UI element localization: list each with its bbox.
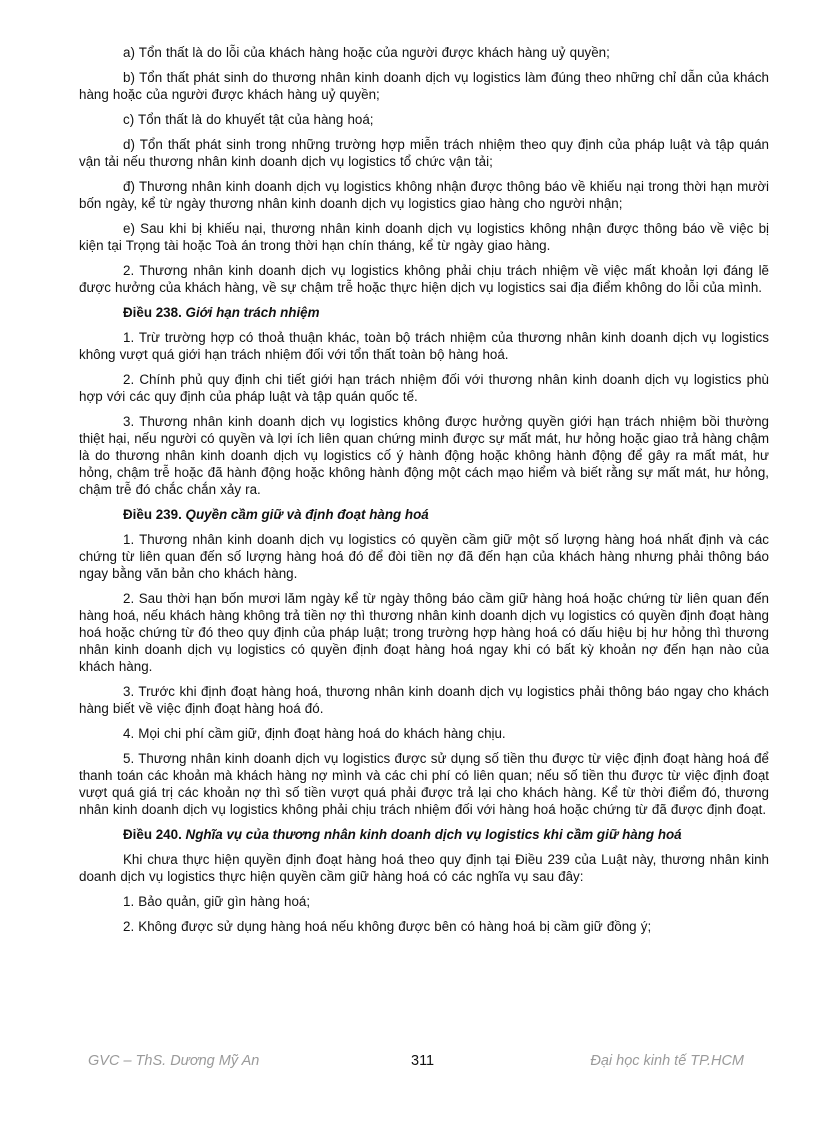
article-238-title: Giới hạn trách nhiệm [185,305,320,320]
article-239-paragraph-5: 5. Thương nhân kinh doanh dịch vụ logistics được sử dụng số tiền thu được từ việc định đoạt hàng hoá để thanh toán các khoản mà khách hàng nợ mình và các chi phí có liên quan; nếu số tiền thu được từ việc định đoạt vượt quá giá trị các khoản nợ thì số tiền vượt quá phải được trả lại cho khách hàng. Kể từ thời điểm đó, thương nhân kinh doanh dịch vụ logistics không phải chịu trách nhiệm đối với hàng hoá hoặc chứng từ đã được định đoạt. [79,751,769,817]
clause-d: d) Tổn thất phát sinh trong những trường hợp miễn trách nhiệm theo quy định của pháp luật và tập quán vận tải nếu thương nhân kinh doanh dịch vụ logistics tổ chức vận tải; [79,137,769,169]
document-body [79,44,769,943]
clause-b: b) Tổn thất phát sinh do thương nhân kinh doanh dịch vụ logistics làm đúng theo những chỉ dẫn của khách hàng hoặc của người được khách hàng uỷ quyền; [79,70,769,102]
article-240-title: Nghĩa vụ của thương nhân kinh doanh dịch vụ logistics khi cầm giữ hàng hoá [185,827,682,842]
article-239-title: Quyền cầm giữ và định đoạt hàng hoá [185,507,429,522]
article-240-heading [79,826,769,843]
article-240-number: Điều 240. [123,827,182,842]
page-footer [80,1053,744,1075]
page-number: 311 [411,1053,435,1069]
article-239-paragraph-4: 4. Mọi chi phí cầm giữ, định đoạt hàng hoá do khách hàng chịu. [123,726,506,741]
article-238-paragraph-3: 3. Thương nhân kinh doanh dịch vụ logistics không được hưởng quyền giới hạn trách nhiệm bồi thường thiệt hại, nếu người có quyền và lợi ích liên quan chứng minh được sự mất mát, hư hỏng hoặc giao trả hàng chậm là do thương nhân kinh doanh dịch vụ logistics cố ý hành động hoặc không hành động để gây ra mất mát, hư hỏng, chậm trễ hoặc đã hành động hoặc không hành động một cách mạo hiểm và biết rằng sự mất mát, hư hỏng, chậm trễ đó chắc chắn xảy ra. [79,414,769,497]
article-239-number: Điều 239. [123,507,182,522]
article-240-item-1: 1. Bảo quản, giữ gìn hàng hoá; [123,894,311,909]
article-239-paragraph-1: 1. Thương nhân kinh doanh dịch vụ logistics có quyền cầm giữ một số lượng hàng hoá nhất định và các chứng từ liên quan đến số lượng hàng hoá đó để đòi tiền nợ đã đến hạn của khách hàng nhưng phải thông báo ngay bằng văn bản cho khách hàng. [79,532,769,581]
article-240-item-2: 2. Không được sử dụng hàng hoá nếu không được bên có hàng hoá bị cầm giữ đồng ý; [123,919,652,934]
article-239-heading [79,506,769,523]
footer-author: GVC – ThS. Dương Mỹ An [88,1053,260,1069]
clause-a: a) Tổn thất là do lỗi của khách hàng hoặc của người được khách hàng uỷ quyền; [123,45,610,60]
article-239-paragraph-2: 2. Sau thời hạn bốn mươi lăm ngày kể từ ngày thông báo cầm giữ hàng hoá hoặc chứng từ liên quan đến hàng hoá, nếu khách hàng không trả tiền nợ thì thương nhân kinh doanh dịch vụ logistics có quyền định đoạt hàng hoá hoặc chứng từ đó theo quy định của pháp luật; trong trường hợp hàng hoá có dấu hiệu bị hư hỏng thì thương nhân kinh doanh dịch vụ logistics có quyền định đoạt hàng hoá ngay khi có bất kỳ khoản nợ đến hạn nào của khách hàng. [79,591,769,674]
article-238-paragraph-2: 2. Chính phủ quy định chi tiết giới hạn trách nhiệm đối với thương nhân kinh doanh dịch vụ logistics phù hợp với các quy định của pháp luật và tập quán quốc tế. [79,372,769,404]
clause-dd: đ) Thương nhân kinh doanh dịch vụ logistics không nhận được thông báo về khiếu nại trong thời hạn mười bốn ngày, kể từ ngày thương nhân kinh doanh dịch vụ logistics giao hàng cho người nhận; [79,179,769,211]
article-239-paragraph-3: 3. Trước khi định đoạt hàng hoá, thương nhân kinh doanh dịch vụ logistics phải thông báo ngay cho khách hàng biết về việc định đoạt hàng hoá đó. [79,684,769,716]
clause-c: c) Tổn thất là do khuyết tật của hàng hoá; [123,112,374,127]
article-238-paragraph-1: 1. Trừ trường hợp có thoả thuận khác, toàn bộ trách nhiệm của thương nhân kinh doanh dịch vụ logistics không vượt quá giới hạn trách nhiệm đối với tổn thất toàn bộ hàng hoá. [79,330,769,362]
article-238-number: Điều 238. [123,305,182,320]
article-240-intro: Khi chưa thực hiện quyền định đoạt hàng hoá theo quy định tại Điều 239 của Luật này, thương nhân kinh doanh dịch vụ logistics thực hiện quyền cầm giữ hàng hoá có các nghĩa vụ sau đây: [79,852,769,884]
article-238-heading [79,304,769,321]
clause-e: e) Sau khi bị khiếu nại, thương nhân kinh doanh dịch vụ logistics không nhận được thông báo về việc bị kiện tại Trọng tài hoặc Toà án trong thời hạn chín tháng, kể từ ngày giao hàng. [79,221,769,253]
footer-institution: Đại học kinh tế TP.HCM [590,1053,744,1069]
paragraph-2: 2. Thương nhân kinh doanh dịch vụ logistics không phải chịu trách nhiệm về việc mất khoản lợi đáng lẽ được hưởng của khách hàng, về sự chậm trễ hoặc thực hiện dịch vụ logistics sai địa điểm không do lỗi của mình. [79,263,769,295]
